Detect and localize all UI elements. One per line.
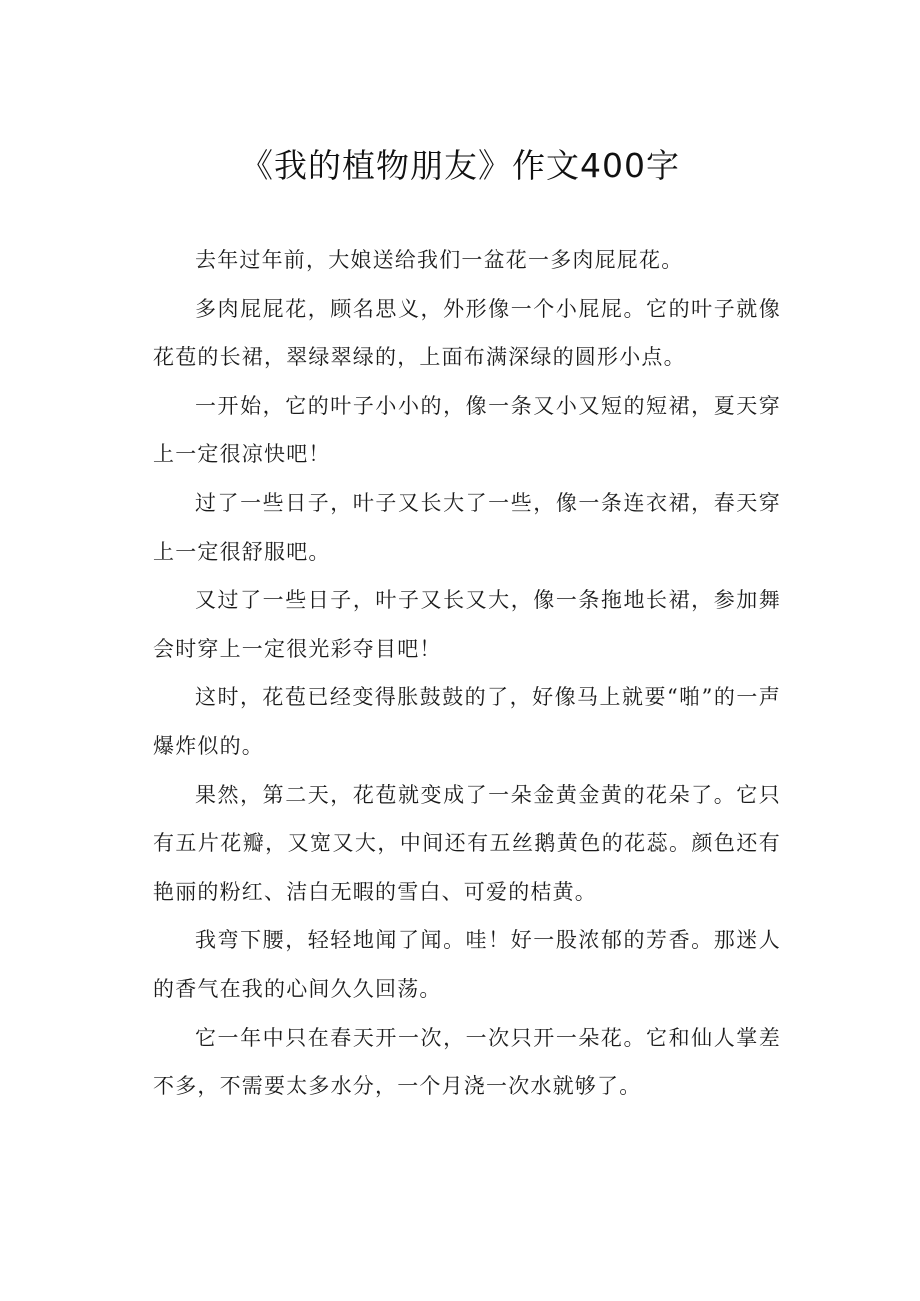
- document-title: 《我的植物朋友》作文400字: [240, 146, 680, 185]
- paragraph-7: 果然，第二天，花苞就变成了一朵金黄金黄的花朵了。它只有五片花瓣，又宽又大，中间还有五丝鹅黄色的花蕊。颜色还有艳丽的粉红、洁白无暇的雪白、可爱的桔黄。: [153, 782, 781, 904]
- document-body: [153, 236, 781, 1111]
- paragraph-5: 又过了一些日子，叶子又长又大，像一条拖地长裙，参加舞会时穿上一定很光彩夺目吧！: [153, 588, 781, 661]
- paragraph-8: 我弯下腰，轻轻地闻了闻。哇！好一股浓郁的芳香。那迷人的香气在我的心间久久回荡。: [153, 928, 781, 1001]
- paragraph-9: 它一年中只在春天开一次，一次只开一朵花。它和仙人掌差不多，不需要太多水分，一个月浇一次水就够了。: [153, 1025, 781, 1099]
- paragraph-1: 去年过年前，大娘送给我们一盆花一多肉屁屁花。: [195, 248, 684, 272]
- paragraph-3: 一开始，它的叶子小小的，像一条又小又短的短裙，夏天穿上一定很凉快吧！: [153, 393, 781, 467]
- paragraph-4: 过了一些日子，叶子又长大了一些，像一条连衣裙，春天穿上一定很舒服吧。: [153, 490, 781, 564]
- paragraph-2: 多肉屁屁花，顾名思义，外形像一个小屁屁。它的叶子就像花苞的长裙，翠绿翠绿的，上面布满深绿的圆形小点。: [153, 296, 781, 370]
- paragraph-6: 这时，花苞已经变得胀鼓鼓的了，好像马上就要“啪”的一声爆炸似的。: [153, 685, 781, 758]
